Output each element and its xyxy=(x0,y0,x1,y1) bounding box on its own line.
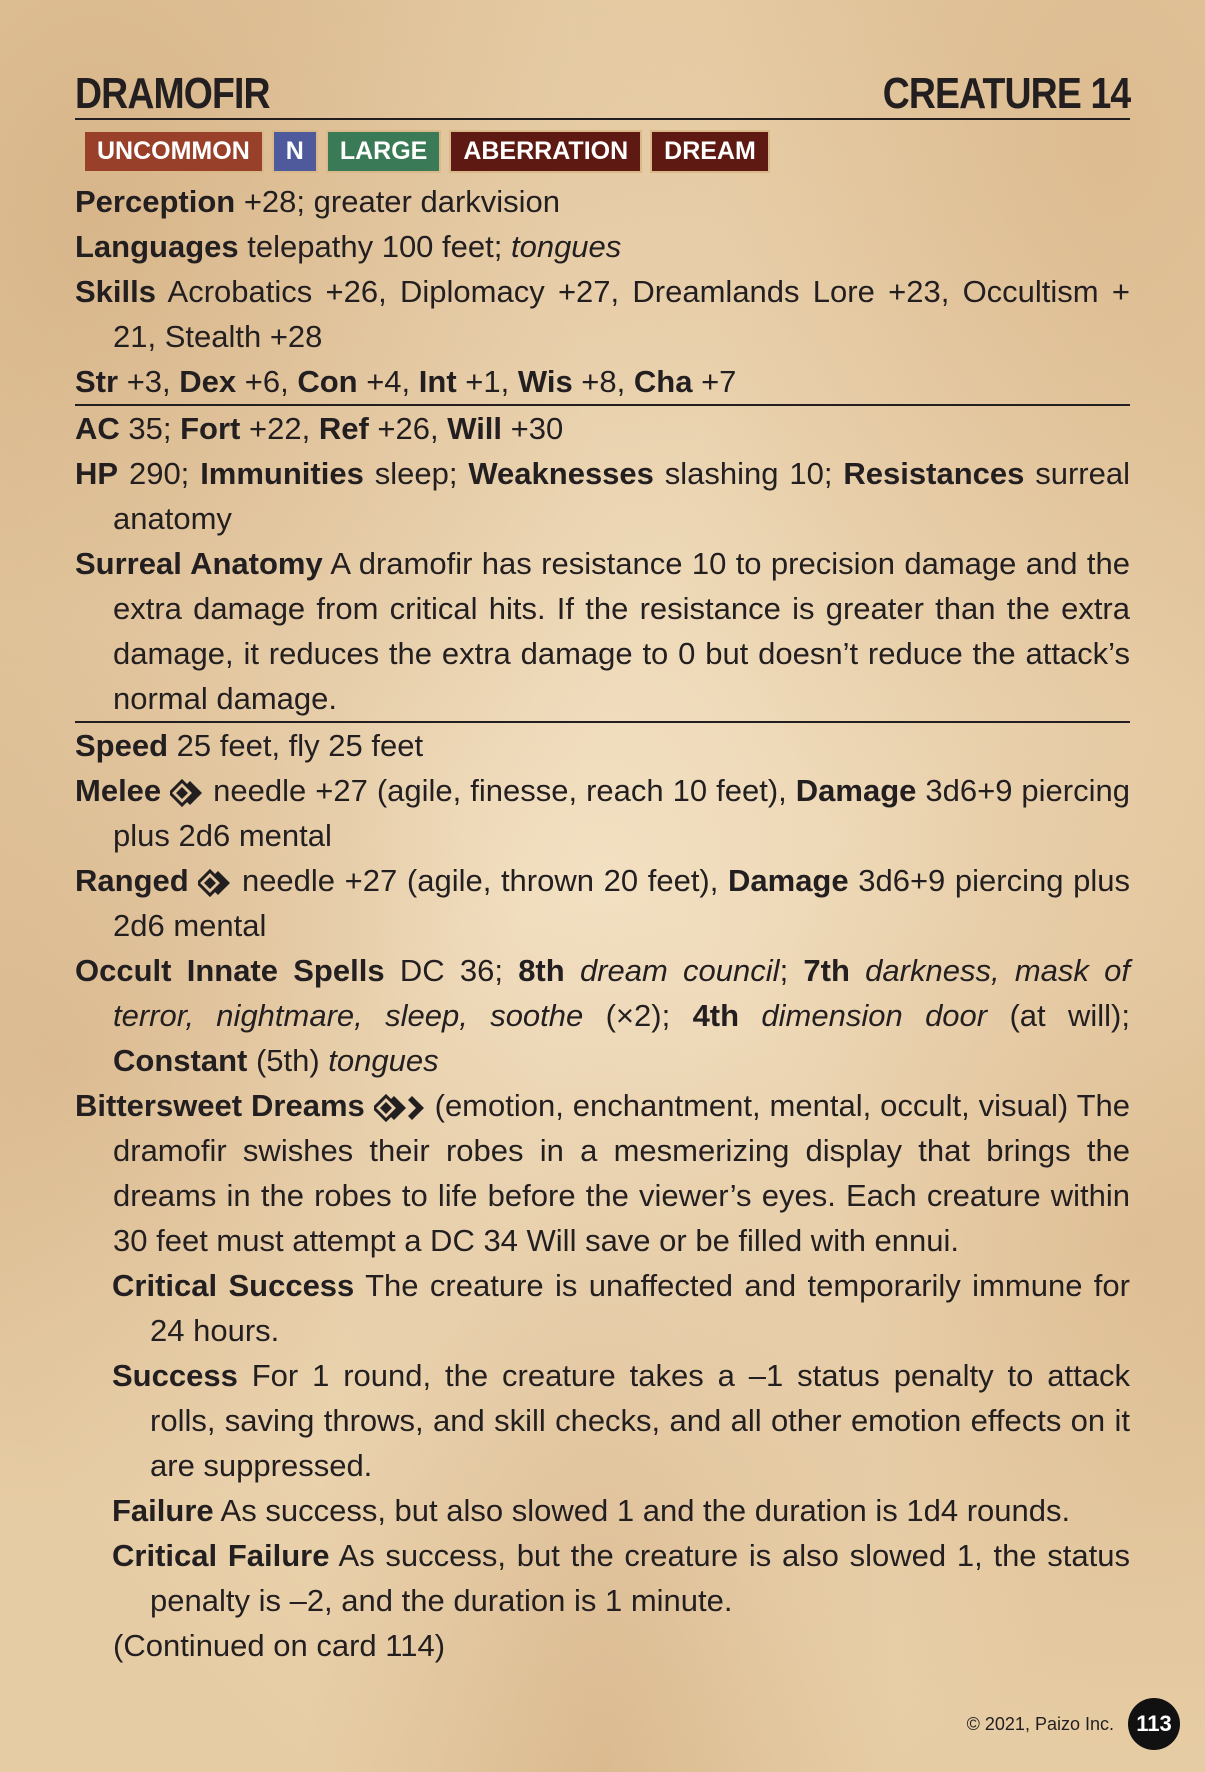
int-value: +1, xyxy=(456,364,518,399)
success-text: For 1 round, the creature takes a –1 status penalty to attack rolls, saving throws, and skill checks, and all other emotion effects on it are suppressed. xyxy=(150,1358,1130,1483)
skills-value: Acrobatics +26, Diplomacy +27, Dreamlands Lore +23, Occultism + 21, Stealth +28 xyxy=(113,274,1130,354)
attributes-line xyxy=(75,359,1130,404)
rank4-label: 4th xyxy=(692,998,740,1033)
failure-text: As success, but also slowed 1 and the duration is 1d4 rounds. xyxy=(213,1493,1071,1528)
will-label: Will xyxy=(447,411,503,446)
critical-failure-text: As success, but the creature is also slowed 1, the status penalty is –2, and the duration is 1 minute. xyxy=(150,1538,1130,1618)
dex-value: +6, xyxy=(236,364,298,399)
critical-success-text: The creature is unaffected and temporarily immune for 24 hours. xyxy=(150,1268,1130,1348)
str-value: +3, xyxy=(118,364,180,399)
critical-success-line xyxy=(75,1263,1130,1353)
melee-line xyxy=(75,768,1130,858)
ranged-damage-label: Damage xyxy=(728,863,849,898)
skills-label: Skills xyxy=(75,274,156,309)
stat-block-header xyxy=(75,69,1130,120)
weaknesses-value: slashing 10; xyxy=(653,456,844,491)
trait-size: LARGE xyxy=(326,130,442,173)
str-label: Str xyxy=(75,364,119,399)
ranged-line xyxy=(75,858,1130,948)
cha-label: Cha xyxy=(633,364,693,399)
continued-note: (Continued on card 114) xyxy=(113,1628,446,1663)
ac-label: AC xyxy=(75,411,120,446)
trait-dream: DREAM xyxy=(650,130,770,173)
copyright-text: © 2021, Paizo Inc. xyxy=(966,1713,1114,1734)
languages-label: Languages xyxy=(75,229,239,264)
ranged-label: Ranged xyxy=(75,863,189,898)
weaknesses-label: Weaknesses xyxy=(468,456,654,491)
creature-level: CREATURE 14 xyxy=(882,69,1130,118)
surreal-anatomy-label: Surreal Anatomy xyxy=(75,546,323,581)
rank8-label: 8th xyxy=(518,953,565,988)
rank7-spells: darkness, mask of terror, nightmare, sleep, soothe xyxy=(113,953,1130,1033)
page-number-badge: 113 xyxy=(1128,1698,1180,1750)
con-value: +4, xyxy=(357,364,419,399)
rank4-spell: dimension door xyxy=(761,998,988,1033)
melee-value: needle +27 (agile, finesse, reach 10 feet), xyxy=(204,773,796,808)
constant-note: (5th) xyxy=(247,1043,329,1078)
languages-value: telepathy 100 feet; xyxy=(238,229,511,264)
failure-label: Failure xyxy=(112,1493,214,1528)
one-action-icon xyxy=(170,779,204,807)
skills-line xyxy=(75,269,1130,359)
con-label: Con xyxy=(297,364,358,399)
hp-label: HP xyxy=(75,456,119,491)
wis-label: Wis xyxy=(517,364,573,399)
speed-label: Speed xyxy=(75,728,169,763)
constant-label: Constant xyxy=(113,1043,248,1078)
hp-line xyxy=(75,451,1130,541)
fort-label: Fort xyxy=(180,411,241,446)
ref-label: Ref xyxy=(318,411,369,446)
surreal-anatomy-text: A dramofir has resistance 10 to precision damage and the extra damage from critical hits. If the resistance is greater than the extra damage, it reduces the extra damage to 0 but doesn’t reduce the attack’s normal damage. xyxy=(113,546,1130,716)
success-line xyxy=(75,1353,1130,1488)
trait-alignment: N xyxy=(272,130,318,173)
creature-name: DRAMOFIR xyxy=(75,69,270,118)
melee-damage-label: Damage xyxy=(795,773,917,808)
resistances-label: Resistances xyxy=(843,456,1025,491)
ability-line xyxy=(75,1083,1130,1263)
rank7-label: 7th xyxy=(803,953,850,988)
ability-name: Bittersweet Dreams xyxy=(75,1088,365,1123)
critical-success-label: Critical Success xyxy=(112,1268,355,1303)
immunities-label: Immunities xyxy=(200,456,364,491)
critical-failure-line xyxy=(75,1533,1130,1623)
dex-label: Dex xyxy=(179,364,237,399)
languages-spell: tongues xyxy=(510,229,622,264)
perception-value: +28; greater darkvision xyxy=(235,184,561,219)
success-label: Success xyxy=(112,1358,238,1393)
ref-value: +26, xyxy=(368,411,448,446)
trait-uncommon: UNCOMMON xyxy=(83,130,264,173)
two-actions-icon xyxy=(374,1094,426,1122)
rank4-note: (at will); xyxy=(987,998,1130,1033)
critical-failure-label: Critical Failure xyxy=(112,1538,330,1573)
languages-line xyxy=(75,224,1130,269)
ranged-damage-value: 3d6+9 piercing plus 2d6 mental xyxy=(113,863,1130,943)
speed-line xyxy=(75,723,1130,768)
trait-aberration: ABERRATION xyxy=(449,130,642,173)
ability-traits: (emotion, enchantment, mental, occult, visual) xyxy=(425,1088,1069,1123)
surreal-anatomy-line xyxy=(75,541,1130,721)
constant-spell: tongues xyxy=(328,1043,439,1078)
fort-value: +22, xyxy=(240,411,319,446)
card-footer xyxy=(967,1698,1180,1750)
one-action-icon xyxy=(198,869,232,897)
ability-text: The dramofir swishes their robes in a mesmerizing display that brings the dreams in the robes to life before the viewer’s eyes. Each creature within 30 feet must attempt a DC 34 Will save or be filled with ennui. xyxy=(113,1088,1130,1258)
speed-value: 25 feet, fly 25 feet xyxy=(168,728,424,763)
immunities-value: sleep; xyxy=(363,456,469,491)
rank8-spell: dream council xyxy=(579,953,780,988)
ac-value: 35; xyxy=(119,411,181,446)
int-label: Int xyxy=(418,364,457,399)
melee-label: Melee xyxy=(75,773,162,808)
spells-line: Occult Innate Spells DC 36; 8th dream council; 7th darkness, mask of terror, nightmare, sleep, soothe (×2); 4th dimension door (at will); Constant (5th) tongues xyxy=(75,953,1130,1078)
defenses-line xyxy=(75,406,1130,451)
perception-line xyxy=(75,179,1130,224)
spells-label: Occult Innate Spells xyxy=(75,953,385,988)
rank7-note: (×2); xyxy=(583,998,693,1033)
ranged-value: needle +27 (agile, thrown 20 feet), xyxy=(232,863,728,898)
trait-list xyxy=(83,130,1130,173)
resistances-value: surreal anatomy xyxy=(113,456,1131,536)
cha-value: +7 xyxy=(692,364,737,399)
will-value: +30 xyxy=(502,411,564,446)
melee-damage-value: 3d6+9 piercing plus 2d6 mental xyxy=(113,773,1130,853)
wis-value: +8, xyxy=(572,364,634,399)
hp-value: 290; xyxy=(118,456,201,491)
spells-dc: DC 36; xyxy=(384,953,519,988)
perception-label: Perception xyxy=(75,184,236,219)
stat-block-card xyxy=(75,69,1131,1668)
failure-line xyxy=(75,1488,1130,1533)
